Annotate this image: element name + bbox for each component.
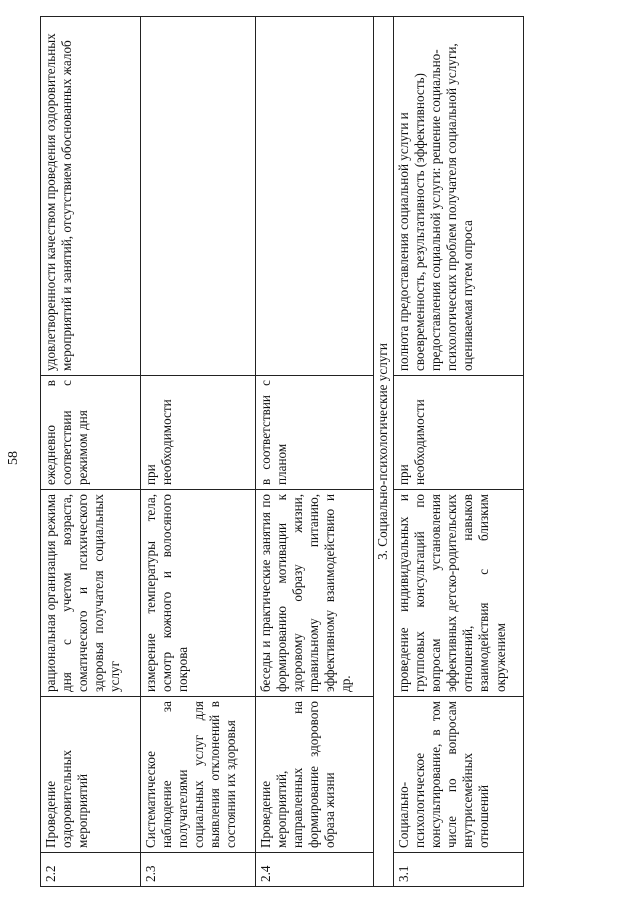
service-description: беседы и практические занятия по формированию мотивации к здоровому образу жизни, правильному питанию, эффективному взаимодействию и др. (256, 490, 374, 697)
page-number: 58 (6, 451, 21, 465)
row-number: 3.1 (394, 853, 524, 887)
service-description: проведение индивидуальных и групповых консультаций по вопросам установления эффективных детско-родительских отношений, навыков взаимодействия с близким окружением (394, 490, 524, 697)
table-row (141, 17, 256, 887)
row-number: 2.2 (41, 853, 141, 887)
service-term: ежедневно в соответствии с режимом дня (41, 376, 141, 490)
service-result (141, 17, 256, 376)
service-term: при необходимости (394, 376, 524, 490)
section-header-row (374, 17, 394, 887)
service-name: Социально-психологическое консультирование, в том числе по вопросам внутрисемейных отношений (394, 697, 524, 853)
service-name: Проведение оздоровительных мероприятий (41, 697, 141, 853)
service-description: рациональная организация режима дня с учетом возраста, соматического и психического здоровья получателя социальных услуг (41, 490, 141, 697)
row-number: 2.4 (256, 853, 374, 887)
service-result: полнота предоставления социальной услуги и своевременность, результативность (эффективность) предоставления социальной услуги: решение социально-психологических проблем получателя социальной услуги, оцениваемая путем опроса (394, 17, 524, 376)
services-table (40, 16, 524, 887)
service-name: Проведение мероприятий, направленных на формирование здорового образа жизни (256, 697, 374, 853)
service-description: измерение температуры тела, осмотр кожного и волосяного покрова (141, 490, 256, 697)
service-term: в соответствии с планом (256, 376, 374, 490)
service-result: удовлетворенности качеством проведения оздоровительных мероприятий и занятий, отсутствием обоснованных жалоб (41, 17, 141, 376)
table-row (41, 17, 141, 887)
service-term: при необходимости (141, 376, 256, 490)
table-row (394, 17, 524, 887)
table-row (256, 17, 374, 887)
section-title: 3. Социально-психологические услуги (374, 17, 394, 887)
service-name: Систематическое наблюдение за получателями социальных услуг для выявления отклонений в состоянии их здоровья (141, 697, 256, 853)
service-result (256, 17, 374, 376)
row-number: 2.3 (141, 853, 256, 887)
